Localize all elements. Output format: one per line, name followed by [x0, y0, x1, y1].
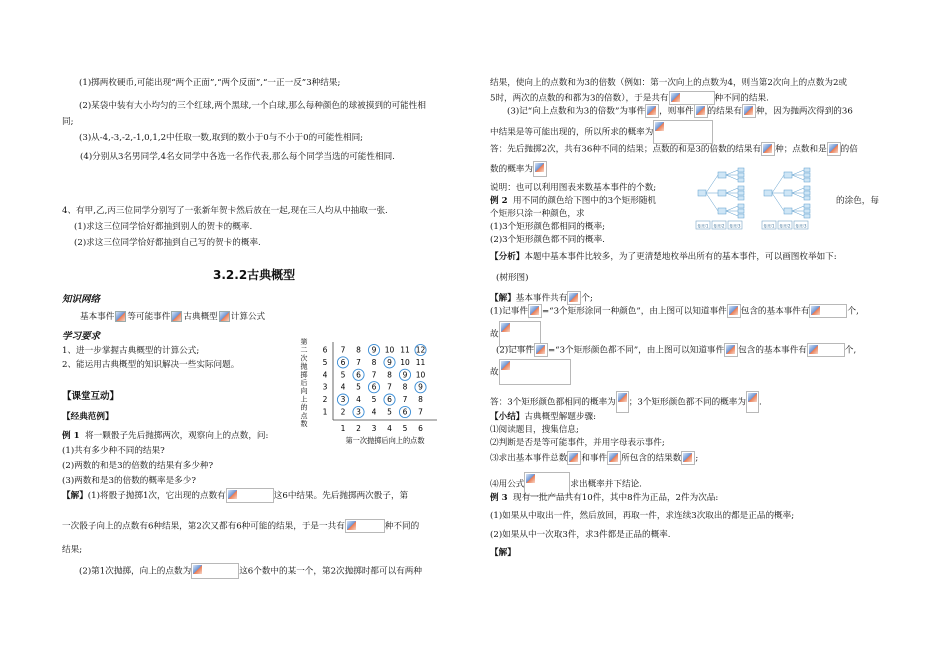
grid-cell: 10 — [415, 370, 426, 380]
class-title: 【课堂互动】 — [62, 391, 120, 402]
solution-1-line-2: 一次骰子向上的点数有6种结果，第2次又都有6种可能的结果，于是一共有 种不同的 — [62, 519, 419, 533]
solution-2-line-4: (2)记事件 =“3个矩形颜色都不同”，由上图可以知道事件 包含的基本事件有 个, — [496, 343, 856, 357]
tree-edge — [726, 206, 738, 211]
answer-blank[interactable] — [345, 519, 385, 533]
tree-leaf-node — [804, 214, 810, 218]
grid-cell: 9 — [402, 370, 408, 380]
tree-edge — [792, 170, 804, 175]
tree-edge — [792, 206, 804, 211]
right-line-2: 5时，两次的点数的和都为3的倍数），于是共有 种不同的结果. — [490, 91, 769, 105]
tree-edge — [792, 193, 804, 198]
answer-blank[interactable] — [681, 451, 695, 465]
y-tick-label: 4 — [322, 370, 328, 380]
summary-title: 【小结】古典概型解题步骤: — [490, 412, 597, 422]
answer-blank[interactable] — [653, 120, 713, 144]
grid-cell: 8 — [371, 357, 377, 367]
example-2-item-2: (2)3个矩形颜色都不同的概率. — [490, 235, 605, 245]
tree-diagrams — [692, 166, 826, 232]
grid-cell: 7 — [402, 395, 408, 405]
answer-blank[interactable] — [761, 142, 775, 156]
grid-cell: 4 — [356, 395, 361, 405]
tree-edge — [726, 193, 738, 198]
image-placeholder-icon — [171, 311, 182, 322]
example-title: 【经典范例】 — [62, 412, 114, 422]
right-line-5: 答：先后抛掷2次，共有36种不同的结果；点数的和是3的倍数的结果有 种；点数和是 的倍 — [490, 142, 858, 156]
tree-branch-node — [784, 208, 792, 214]
grid-cell: 7 — [356, 357, 361, 367]
grid-cell: 4 — [371, 407, 377, 417]
grid-y-ticks — [323, 346, 328, 417]
tree-branch-node — [718, 172, 726, 178]
tree-edge — [726, 211, 738, 216]
tree-leaf-node — [738, 196, 744, 200]
grid-cells — [341, 346, 426, 417]
tree-leaf-node — [738, 191, 744, 195]
solution-2-line-3: 故 — [490, 321, 541, 347]
tree-leaf-node — [738, 204, 744, 208]
grid-x-ticks — [341, 424, 424, 433]
grid-cell: 5 — [356, 382, 361, 392]
tree-leaf-node — [738, 178, 744, 182]
image-placeholder-icon — [115, 311, 126, 322]
svg-text:矩形1: 矩形1 — [763, 223, 775, 229]
y-tick-label: 5 — [322, 357, 328, 367]
q3-item-2-cont: 同; — [62, 117, 74, 127]
tree-branch-node — [718, 208, 726, 214]
y-tick-label: 1 — [322, 407, 328, 417]
answer-blank[interactable] — [746, 391, 759, 413]
q3-item-1: (1)掷两枚硬币,可能出现“两个正面”,“两个反面”,“一正一反”3种结果; — [79, 78, 341, 88]
answer-blank[interactable] — [807, 343, 845, 357]
grid-cell: 11 — [400, 345, 410, 355]
answer-blank[interactable] — [528, 304, 542, 318]
solution-1-line-3: 结果; — [62, 545, 83, 555]
tree-edge — [772, 193, 784, 211]
grid-cell: 5 — [387, 407, 392, 417]
example-1-item-1: (1)共有多少种不同的结果? — [62, 446, 165, 456]
grid-cell: 6 — [340, 357, 346, 367]
tree-leaf-node — [804, 168, 810, 172]
example-3-solution-label: 【解】 — [490, 548, 516, 558]
note-text: 说明：也可以利用图表来数基本事件的个数; — [490, 183, 657, 193]
knowledge-network: 基本事件 等可能事件 古典概型 计算公式 — [80, 312, 266, 322]
example-2-stem-tail: 的涂色，每 — [836, 196, 879, 206]
example-2-stem: 例 2 用不同的颜色给下图中的3个矩形随机 — [490, 196, 657, 206]
summary-step-1: ⑴阅读题目，搜集信息; — [490, 425, 579, 435]
grid-cell: 3 — [356, 407, 361, 417]
solution-2-line-2: (1)记事件 =“3个矩形涂同一种颜色”，由上图可以知道事件 包含的基本事件有 个, — [490, 304, 859, 318]
tree-leaf-node — [738, 173, 744, 177]
answer-blank[interactable] — [694, 104, 708, 118]
tree-edge — [706, 175, 718, 193]
rectangle-labels-b — [762, 221, 808, 230]
grid-y-label: 第二次抛掷后向上的点数 — [300, 338, 308, 428]
study-title: 学习要求 — [62, 331, 101, 342]
x-tick-label: 2 — [356, 424, 361, 433]
q4-item-2: (2)求这三位同学恰好都抽到自己写的贺卡的概率. — [74, 238, 261, 248]
multiples-of-three-circles — [337, 344, 426, 417]
x-tick-label: 5 — [402, 424, 408, 433]
answer-blank[interactable] — [534, 343, 548, 357]
tree-leaf-node — [804, 191, 810, 195]
y-tick-label: 3 — [322, 382, 328, 392]
answer-blank[interactable] — [533, 161, 547, 177]
y-tick-label: 6 — [322, 345, 328, 355]
answer-blank[interactable] — [567, 291, 581, 305]
solution-2-line-1: 【解】基本事件共有 个; — [490, 291, 593, 305]
right-line-6: 数的概率为 — [490, 161, 547, 177]
answer-blank[interactable] — [226, 488, 274, 503]
tree-edge — [726, 175, 738, 180]
tree-leaf-node — [738, 209, 744, 213]
grid-cell: 12 — [415, 345, 426, 355]
tree-leaf-node — [738, 168, 744, 172]
example-2-line-2: 个矩形只涂一种颜色，求 — [490, 209, 585, 219]
answer-blank[interactable] — [191, 563, 239, 579]
answer-blank[interactable] — [809, 304, 847, 318]
tree-leaf-node — [804, 186, 810, 190]
study-item-1: 1、进一步掌握古典概型的计算公式; — [62, 346, 200, 356]
tree-leaf-node — [804, 178, 810, 182]
grid-cell: 5 — [340, 370, 346, 380]
rectangle-labels-a — [696, 221, 742, 230]
answer-blank[interactable] — [742, 104, 756, 118]
answer-blank[interactable] — [827, 142, 841, 156]
grid-cell: 8 — [418, 395, 423, 405]
analysis-text: 【分析】本题中基本事件比较多，为了更清楚地枚举出所有的基本事件，可以画图枚举如下: — [490, 252, 837, 262]
answer-blank[interactable] — [616, 391, 629, 413]
example-3-stem: 例 3 现有一批产品共有10件，其中8件为正品，2件为次品: — [490, 493, 719, 503]
answer-line: 答：3个矩形颜色都相同的概率为 ；3个矩形颜色都不同的概率为 . — [490, 391, 762, 413]
tree-edge — [792, 175, 804, 180]
tree-branch-node — [784, 172, 792, 178]
svg-text:矩形3: 矩形3 — [795, 223, 807, 229]
tree-leaf-node — [738, 214, 744, 218]
tree-edge — [706, 193, 718, 211]
answer-blank[interactable] — [724, 343, 738, 357]
tree-caption: (树形图) — [496, 273, 529, 283]
example-1-item-3: (3)两数和是3的倍数的概率是多少? — [62, 476, 196, 486]
grid-cell: 7 — [340, 345, 346, 355]
x-tick-label: 4 — [387, 424, 392, 433]
tree-edge — [792, 211, 804, 216]
grid-cell: 10 — [384, 345, 395, 355]
tree-leaf-node — [738, 186, 744, 190]
image-placeholder-icon — [219, 311, 230, 322]
study-item-2: 2、能运用古典概型的知识解决一些实际问题。 — [62, 360, 240, 370]
right-line-4: 中结果是等可能出现的，所以所求的概率为 — [490, 120, 713, 144]
answer-blank[interactable] — [499, 359, 571, 385]
tree-edge — [792, 188, 804, 193]
x-tick-label: 1 — [340, 424, 346, 433]
answer-blank[interactable] — [567, 451, 581, 465]
summary-step-4: ⑷用公式 求出概率并下结论. — [490, 472, 642, 496]
x-tick-label: 6 — [418, 424, 423, 433]
grid-cell: 4 — [340, 382, 346, 392]
grid-cell: 7 — [371, 370, 377, 380]
grid-cell: 8 — [402, 382, 408, 392]
grid-cell: 7 — [387, 382, 392, 392]
svg-text:矩形3: 矩形3 — [729, 223, 741, 229]
grid-cell: 9 — [387, 357, 392, 367]
grid-cell: 8 — [387, 370, 392, 380]
grid-cell: 6 — [371, 382, 377, 392]
solution-2-line-5: 故 — [490, 359, 571, 385]
tree-edge — [726, 188, 738, 193]
summary-step-2: ⑵判断是否是等可能事件，并用字母表示事件; — [490, 438, 665, 448]
answer-blank[interactable] — [727, 304, 741, 318]
example-3-item-1: (1)如果从中取出一件，然后放回，再取一件，求连续3次取出的都是正品的概率; — [490, 511, 795, 521]
example-3-item-2: (2)如果从中一次取3件，求3件都是正品的概率. — [490, 530, 671, 540]
svg-text:矩形2: 矩形2 — [779, 223, 791, 229]
tree-branch-node — [784, 190, 792, 196]
grid-x-label: 第一次抛掷后向上的点数 — [345, 436, 425, 445]
tree-leaf-node — [804, 204, 810, 208]
svg-text:矩形2: 矩形2 — [713, 223, 725, 229]
svg-text:矩形1: 矩形1 — [697, 223, 709, 229]
solution-1-line-4: (2)第1次抛掷，向上的点数为 这6个数中的某一个，第2次抛掷时都可以有两种 — [79, 563, 422, 579]
tree-leaf-node — [804, 196, 810, 200]
grid-cell: 9 — [418, 382, 423, 392]
tree-root-node — [764, 190, 772, 196]
grid-cell: 2 — [340, 407, 346, 417]
q3-item-3: (3)从-4,-3,-2,-1,0,1,2中任取一数,取到的数小于0与不小于0的可能性相同; — [79, 133, 364, 143]
grid-cell: 6 — [402, 407, 408, 417]
right-line-3: (3)记“向上点数和为3的倍数”为事件 ，则事件 的结果有 种，因为抛两次得到的36 — [507, 104, 853, 118]
grid-cell: 6 — [356, 370, 361, 380]
q4-text: 4、有甲,乙,丙三位同学分别写了一张新年贺卡然后放在一起,现在三人均从中抽取一张. — [62, 206, 388, 216]
knowledge-title: 知识网络 — [62, 294, 101, 305]
grid-cell: 8 — [356, 345, 361, 355]
grid-cell: 10 — [400, 357, 410, 367]
grid-cell: 6 — [387, 395, 392, 405]
dice-sum-grid — [297, 336, 445, 451]
q3-item-4: (4)分别从3名男同学,4名女同学中各选一名作代表,那么每个同学当选的可能性相同. — [80, 152, 395, 162]
example-1-stem: 例 1 将一颗骰子先后抛掷两次，观察向上的点数，问: — [62, 431, 269, 441]
q3-item-2: (2)某袋中装有大小均匀的三个红球,两个黑球,一个白球,那么每种颜色的球被摸到的可能性相 — [79, 101, 426, 111]
tree-leaf-node — [804, 209, 810, 213]
tree-edge — [772, 175, 784, 193]
tree-leaf-node — [804, 173, 810, 177]
grid-cell: 3 — [340, 395, 346, 405]
example-1-item-2: (2)两数的和是3的倍数的结果有多少种? — [62, 461, 214, 471]
solution-1-line-1: 【解】(1)将骰子抛掷1次，它出现的点数有 这6中结果。先后抛掷两次骰子，第 — [62, 488, 408, 503]
tree-root-node — [698, 190, 706, 196]
tree-edge — [726, 170, 738, 175]
q4-item-1: (1)求这三位同学恰好都抽到别人的贺卡的概率. — [74, 222, 253, 232]
section-title: 3.2.2古典概型 — [213, 268, 296, 282]
answer-blank[interactable] — [607, 451, 621, 465]
answer-blank[interactable] — [669, 91, 715, 105]
grid-cell: 11 — [415, 357, 426, 367]
grid-cell: 9 — [371, 345, 377, 355]
example-2-item-1: (1)3个矩形颜色都相同的概率; — [490, 222, 606, 232]
summary-step-3: ⑶求出基本事件总数 和事件 所包含的结果数 ; — [490, 451, 698, 465]
y-tick-label: 2 — [322, 395, 328, 405]
x-tick-label: 3 — [371, 424, 377, 433]
right-line-1: 结果，使向上的点数和为3的倍数（例如：第一次向上的点数为4，则当第2次向上的点数为2或 — [490, 78, 848, 88]
grid-cell: 5 — [371, 395, 377, 405]
grid-cell: 7 — [418, 407, 423, 417]
tree-branch-node — [718, 190, 726, 196]
answer-blank[interactable] — [645, 104, 659, 118]
